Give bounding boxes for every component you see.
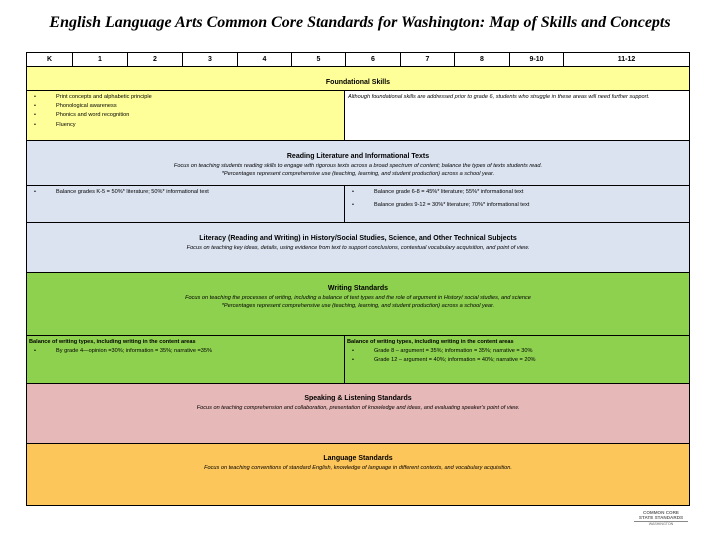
grade-11-12: 11-12 [563,53,689,66]
language-heading: Language Standards [323,455,393,462]
writing-right-list [347,347,687,365]
grade-2: 2 [127,53,182,66]
page-title: English Language Arts Common Core Standards for Washington: Map of Skills and Concepts [49,14,671,31]
writing-focus: Focus on teaching the processes of writing, including a balance of text types and the role of argument in History/ social studies, and science [185,295,531,301]
foundational-list [29,93,342,130]
foundational-skills-cell [27,91,345,140]
writing-heading: Writing Standards [327,285,389,292]
literacy-heading: Literacy (Reading and Writing) in History/Social Studies, Science, and Other Technical Subjects [199,235,517,242]
reading-banner [27,140,689,185]
standards-map-table [26,52,690,506]
grade-9-10: 9-10 [509,53,563,66]
speaking-banner [27,383,689,443]
list-item: • Fluency [29,121,342,130]
writing-left-heading: Balance of writing types, including writing in the content areas [29,339,196,345]
list-item: • Balance grades 9-12 = 30%* literature; 70%* informational text [347,201,687,210]
reading-right-list [347,188,687,210]
list-item: • Grade 8 – argument = 35%; information = 35%; narrative = 30% [347,347,687,356]
logo-line-3: WASHINGTON [648,522,674,526]
writing-banner [27,272,689,335]
grade-6: 6 [345,53,400,66]
foundational-note: Although foundational skills are addressed prior to grade 6, students who struggle in these areas will need further support. [345,91,689,140]
list-item: • Grade 12 – argument = 40%; information = 40%; narrative = 20% [347,356,687,365]
list-item: • Phonics and word recognition [29,111,342,120]
foundational-split-row [27,90,689,140]
reading-subtitle [27,163,689,178]
list-item: • By grade 4—opinion =30%; information = 35%; narrative =35% [29,347,342,356]
language-subtitle: Focus on teaching conventions of standard English, knowledge of language in different contexts, and vocabulary acquisition. [204,465,512,471]
list-item: • Balance grade 6-8 = 45%* literature; 55%* informational text [347,188,687,197]
writing-split-row [27,335,689,383]
speaking-heading: Speaking & Listening Standards [304,395,412,402]
reading-left-list [29,188,342,197]
writing-percentage-note: *Percentages represent comprehensive use (teaching, learning, and student production) across a school year. [221,302,495,309]
common-core-logo [630,510,692,527]
literacy-subtitle: Focus on teaching key ideas, details, using evidence from text to support conclusions, contextual vocabulary acquisition, and point of view. [186,245,530,251]
grade-5: 5 [291,53,345,66]
writing-right-cell [345,336,689,383]
reading-left-cell [27,186,345,222]
logo-line-2: STATE STANDARDS [638,515,684,520]
reading-heading: Reading Literature and Informational Texts [286,153,430,160]
foundational-heading: Foundational Skills [325,79,391,86]
grade-7: 7 [400,53,454,66]
grade-4: 4 [237,53,291,66]
logo-line-1: COMMON CORE [643,510,679,515]
grade-k: K [46,56,53,63]
grade-8: 8 [454,53,509,66]
writing-left-cell [27,336,345,383]
reading-split-row [27,185,689,222]
foundational-banner [27,66,689,90]
language-banner [27,443,689,505]
grade-3: 3 [182,53,237,66]
grade-1: 1 [72,53,127,66]
literacy-banner [27,222,689,272]
list-item: • Balance grades K-5 = 50%* literature; 50%* informational text [29,188,342,197]
grade-header-row [27,53,689,66]
speaking-subtitle: Focus on teaching comprehension and collaboration, presentation of knowledge and ideas, and evaluating speaker's point of view. [196,405,520,411]
reading-percentage-note: *Percentages represent comprehensive use (teaching, learning, and student production) across a school year. [221,170,495,177]
reading-right-cell [345,186,689,222]
list-item: • Print concepts and alphabetic principle [29,93,342,102]
writing-subtitle [27,295,689,310]
reading-focus: Focus on teaching students reading skills to engage with rigorous texts across a broad spectrum of content; balance the types of texts students read. [173,163,543,169]
list-item: • Phonological awareness [29,102,342,111]
writing-left-list [29,347,342,356]
writing-right-heading: Balance of writing types, including writing in the content areas [347,339,514,345]
